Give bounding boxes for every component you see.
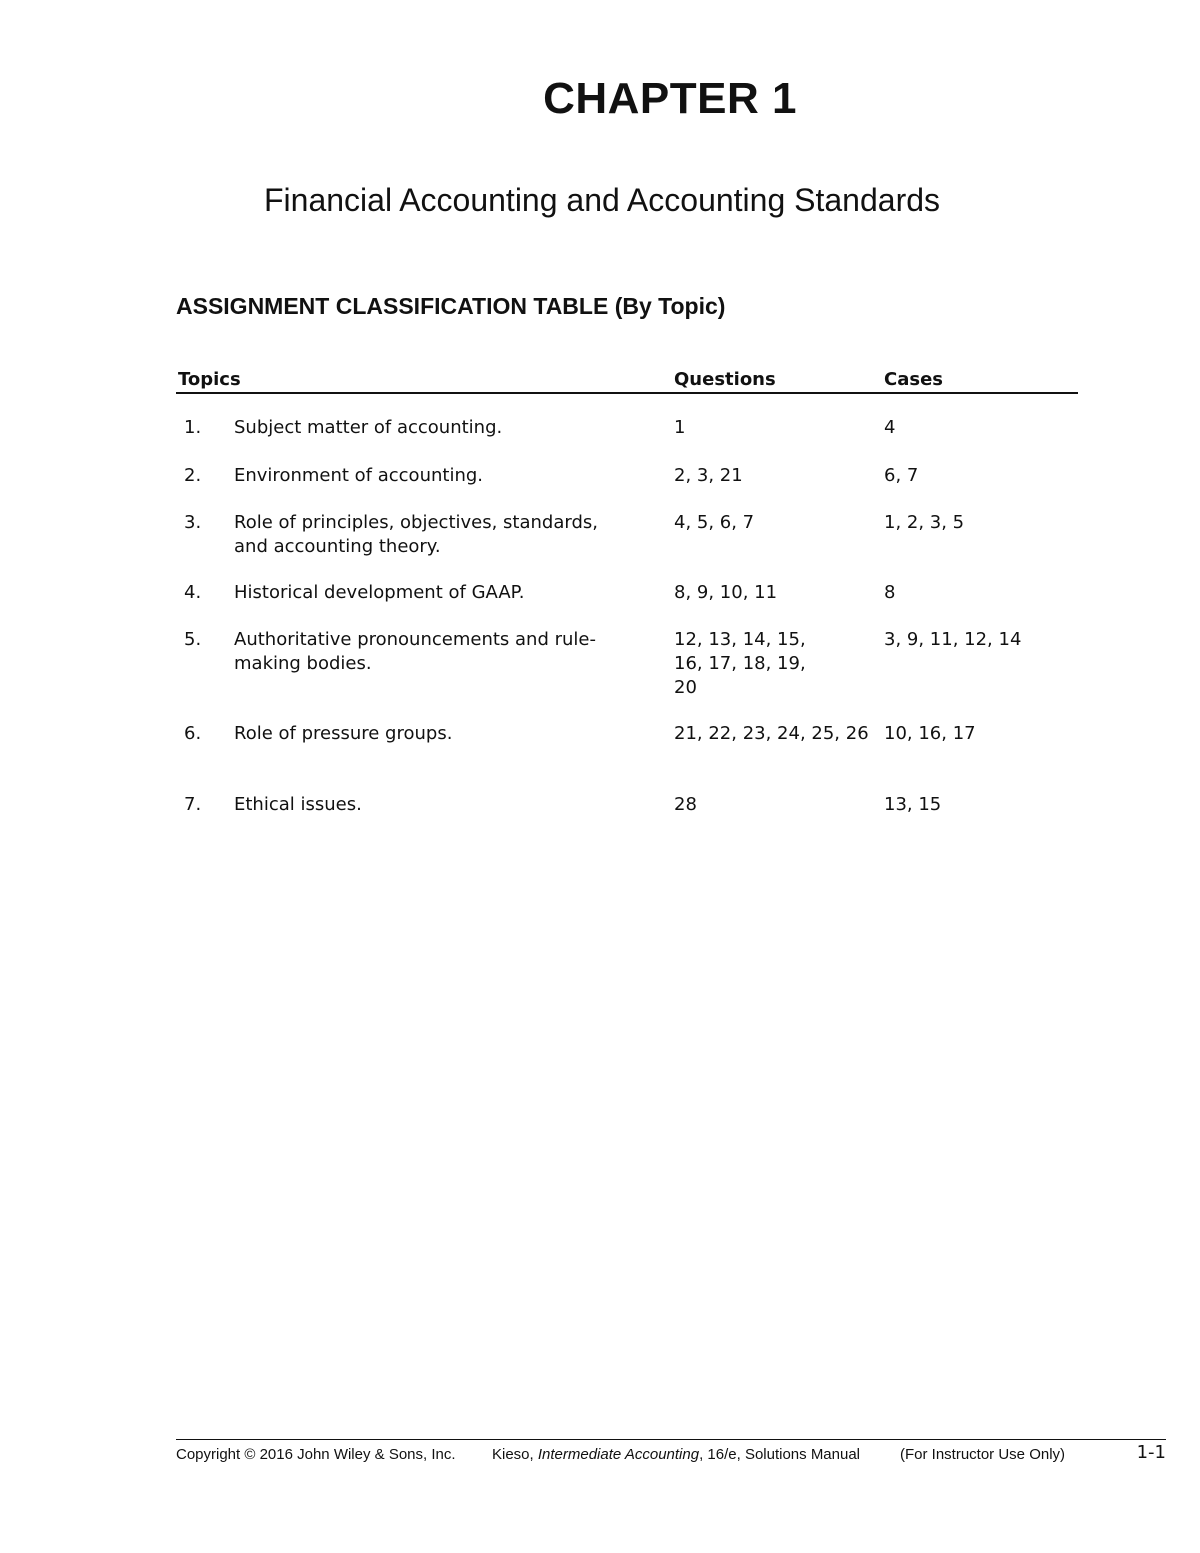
row-cases: 4	[884, 417, 896, 438]
row-questions: 2, 3, 21	[674, 465, 743, 486]
row-cases: 1, 2, 3, 5	[884, 512, 965, 533]
header-cases: Cases	[884, 369, 943, 390]
row-topic: Historical development of GAAP.	[234, 582, 525, 603]
footer-book-reference	[492, 1444, 860, 1466]
row-number: 6.	[184, 723, 202, 744]
row-topic: Role of pressure groups.	[234, 723, 453, 744]
table-header	[176, 368, 1078, 394]
row-cases: 3, 9, 11, 12, 14	[884, 629, 1022, 650]
row-number: 3.	[184, 512, 202, 533]
footer-copyright: Copyright © 2016 John Wiley & Sons, Inc.	[176, 1446, 456, 1463]
chapter-subtitle: Financial Accounting and Accounting Standards	[264, 182, 941, 218]
footer-instructor-note: (For Instructor Use Only)	[900, 1446, 1066, 1463]
row-cases: 10, 16, 17	[884, 723, 976, 744]
row-number: 1.	[184, 417, 202, 438]
row-questions: 28	[674, 794, 697, 815]
page-footer	[176, 1444, 1166, 1466]
row-number: 5.	[184, 629, 202, 650]
row-cases: 6, 7	[884, 465, 919, 486]
footer-book-title: Intermediate Accounting	[537, 1446, 700, 1463]
section-title: ASSIGNMENT CLASSIFICATION TABLE (By Topic)	[176, 293, 726, 319]
chapter-title: CHAPTER 1	[543, 74, 797, 123]
row-questions: 21, 22, 23, 24, 25, 26	[674, 723, 869, 744]
row-cases: 8	[884, 582, 896, 603]
header-topics: Topics	[178, 369, 241, 390]
footer-author: Kieso,	[492, 1446, 538, 1463]
row-number: 4.	[184, 582, 202, 603]
row-questions: 8, 9, 10, 11	[674, 582, 778, 603]
row-questions: 4, 5, 6, 7	[674, 512, 755, 533]
row-topic: Environment of accounting.	[234, 465, 483, 486]
row-number: 7.	[184, 794, 202, 815]
row-questions: 1	[674, 417, 686, 438]
footer-divider	[176, 1439, 1166, 1440]
header-questions: Questions	[674, 369, 776, 390]
row-questions: 12, 13, 14, 15, 16, 17, 18, 19, 20	[674, 629, 806, 698]
row-number: 2.	[184, 465, 202, 486]
page-number: 1-1	[1136, 1442, 1166, 1463]
row-cases: 13, 15	[884, 794, 942, 815]
row-topic: Authoritative pronouncements and rule-making bodies.	[234, 629, 596, 674]
row-topic: Role of principles, objectives, standards, and accounting theory.	[234, 512, 598, 557]
footer-edition: , 16/e, Solutions Manual	[699, 1446, 861, 1463]
row-topic: Ethical issues.	[234, 794, 362, 815]
row-topic: Subject matter of accounting.	[234, 417, 503, 438]
